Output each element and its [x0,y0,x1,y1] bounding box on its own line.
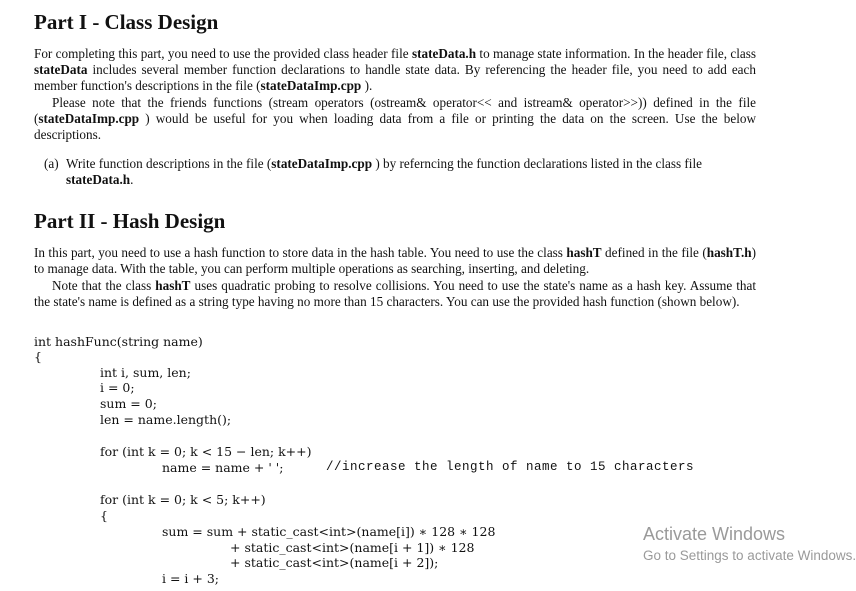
code-sum-line-3: + static_cast<int>(name[i + 2]); [230,555,439,570]
code-for-pad: for (int k = 0; k < 15 − len; k++) [100,444,312,459]
code-init-i: i = 0; [100,380,135,395]
code-init-sum: sum = 0; [100,396,157,411]
code-init-len: len = name.length(); [100,412,232,427]
part1-item-a [44,156,756,188]
code-sum-line-2: + static_cast<int>(name[i + 1]) ∗ 128 [230,540,475,555]
part1-paragraph-2: Please note that the friends functions (stream operators (ostream& operator<< and istream& operator>>)) defined in the file (stateDataImp.cpp ) would be useful for you when loading data from a file or printing the data on the screen. Use the below descriptions. [34,95,756,143]
code-increment: i = i + 3; [162,571,220,586]
activate-windows-subtitle: Go to Settings to activate Windows. [643,548,856,563]
part2-paragraph-1: In this part, you need to use a hash function to store data in the hash table. You need to use the class hashT defined in the file (hashT.h) to manage data. With the table, you can perform multiple operations as searching, inserting, and deleting. [34,245,756,277]
code-pad-comment: //increase the length of name to 15 characters [326,460,695,474]
item-a-text: Write function descriptions in the file (stateDataImp.cpp ) by referncing the function declarations listed in the class file stateData.h. [66,156,702,188]
code-inner-brace: { [100,508,108,523]
part1-heading: Part I - Class Design [34,10,219,34]
code-sum-line-1: sum = sum + static_cast<int>(name[i]) ∗ 128 ∗ 128 [162,524,496,539]
code-open-brace: { [34,349,42,364]
code-signature: int hashFunc(string name) [34,334,203,349]
code-pad-statement: name = name + ' '; [162,460,284,475]
item-a-label: (a) [44,156,59,171]
code-for-sum: for (int k = 0; k < 5; k++) [100,492,266,507]
activate-windows-title: Activate Windows [643,524,786,544]
code-declaration: int i, sum, len; [100,365,191,380]
part2-heading: Part II - Hash Design [34,209,226,233]
part1-paragraph-1: For completing this part, you need to use the provided class header file stateData.h to manage state information. In the header file, class stateData includes several member function declarations to handle state data. By referencing the header file, you need to add each member function's descriptions in the file (stateDataImp.cpp ). [34,46,756,94]
part2-paragraph-2: Note that the class hashT uses quadratic probing to resolve collisions. You need to use the state's name as a hash key. Assume that the state's name is defined as a string type having no more than 15 characters. You can use the provided hash function (shown below). [34,278,757,310]
